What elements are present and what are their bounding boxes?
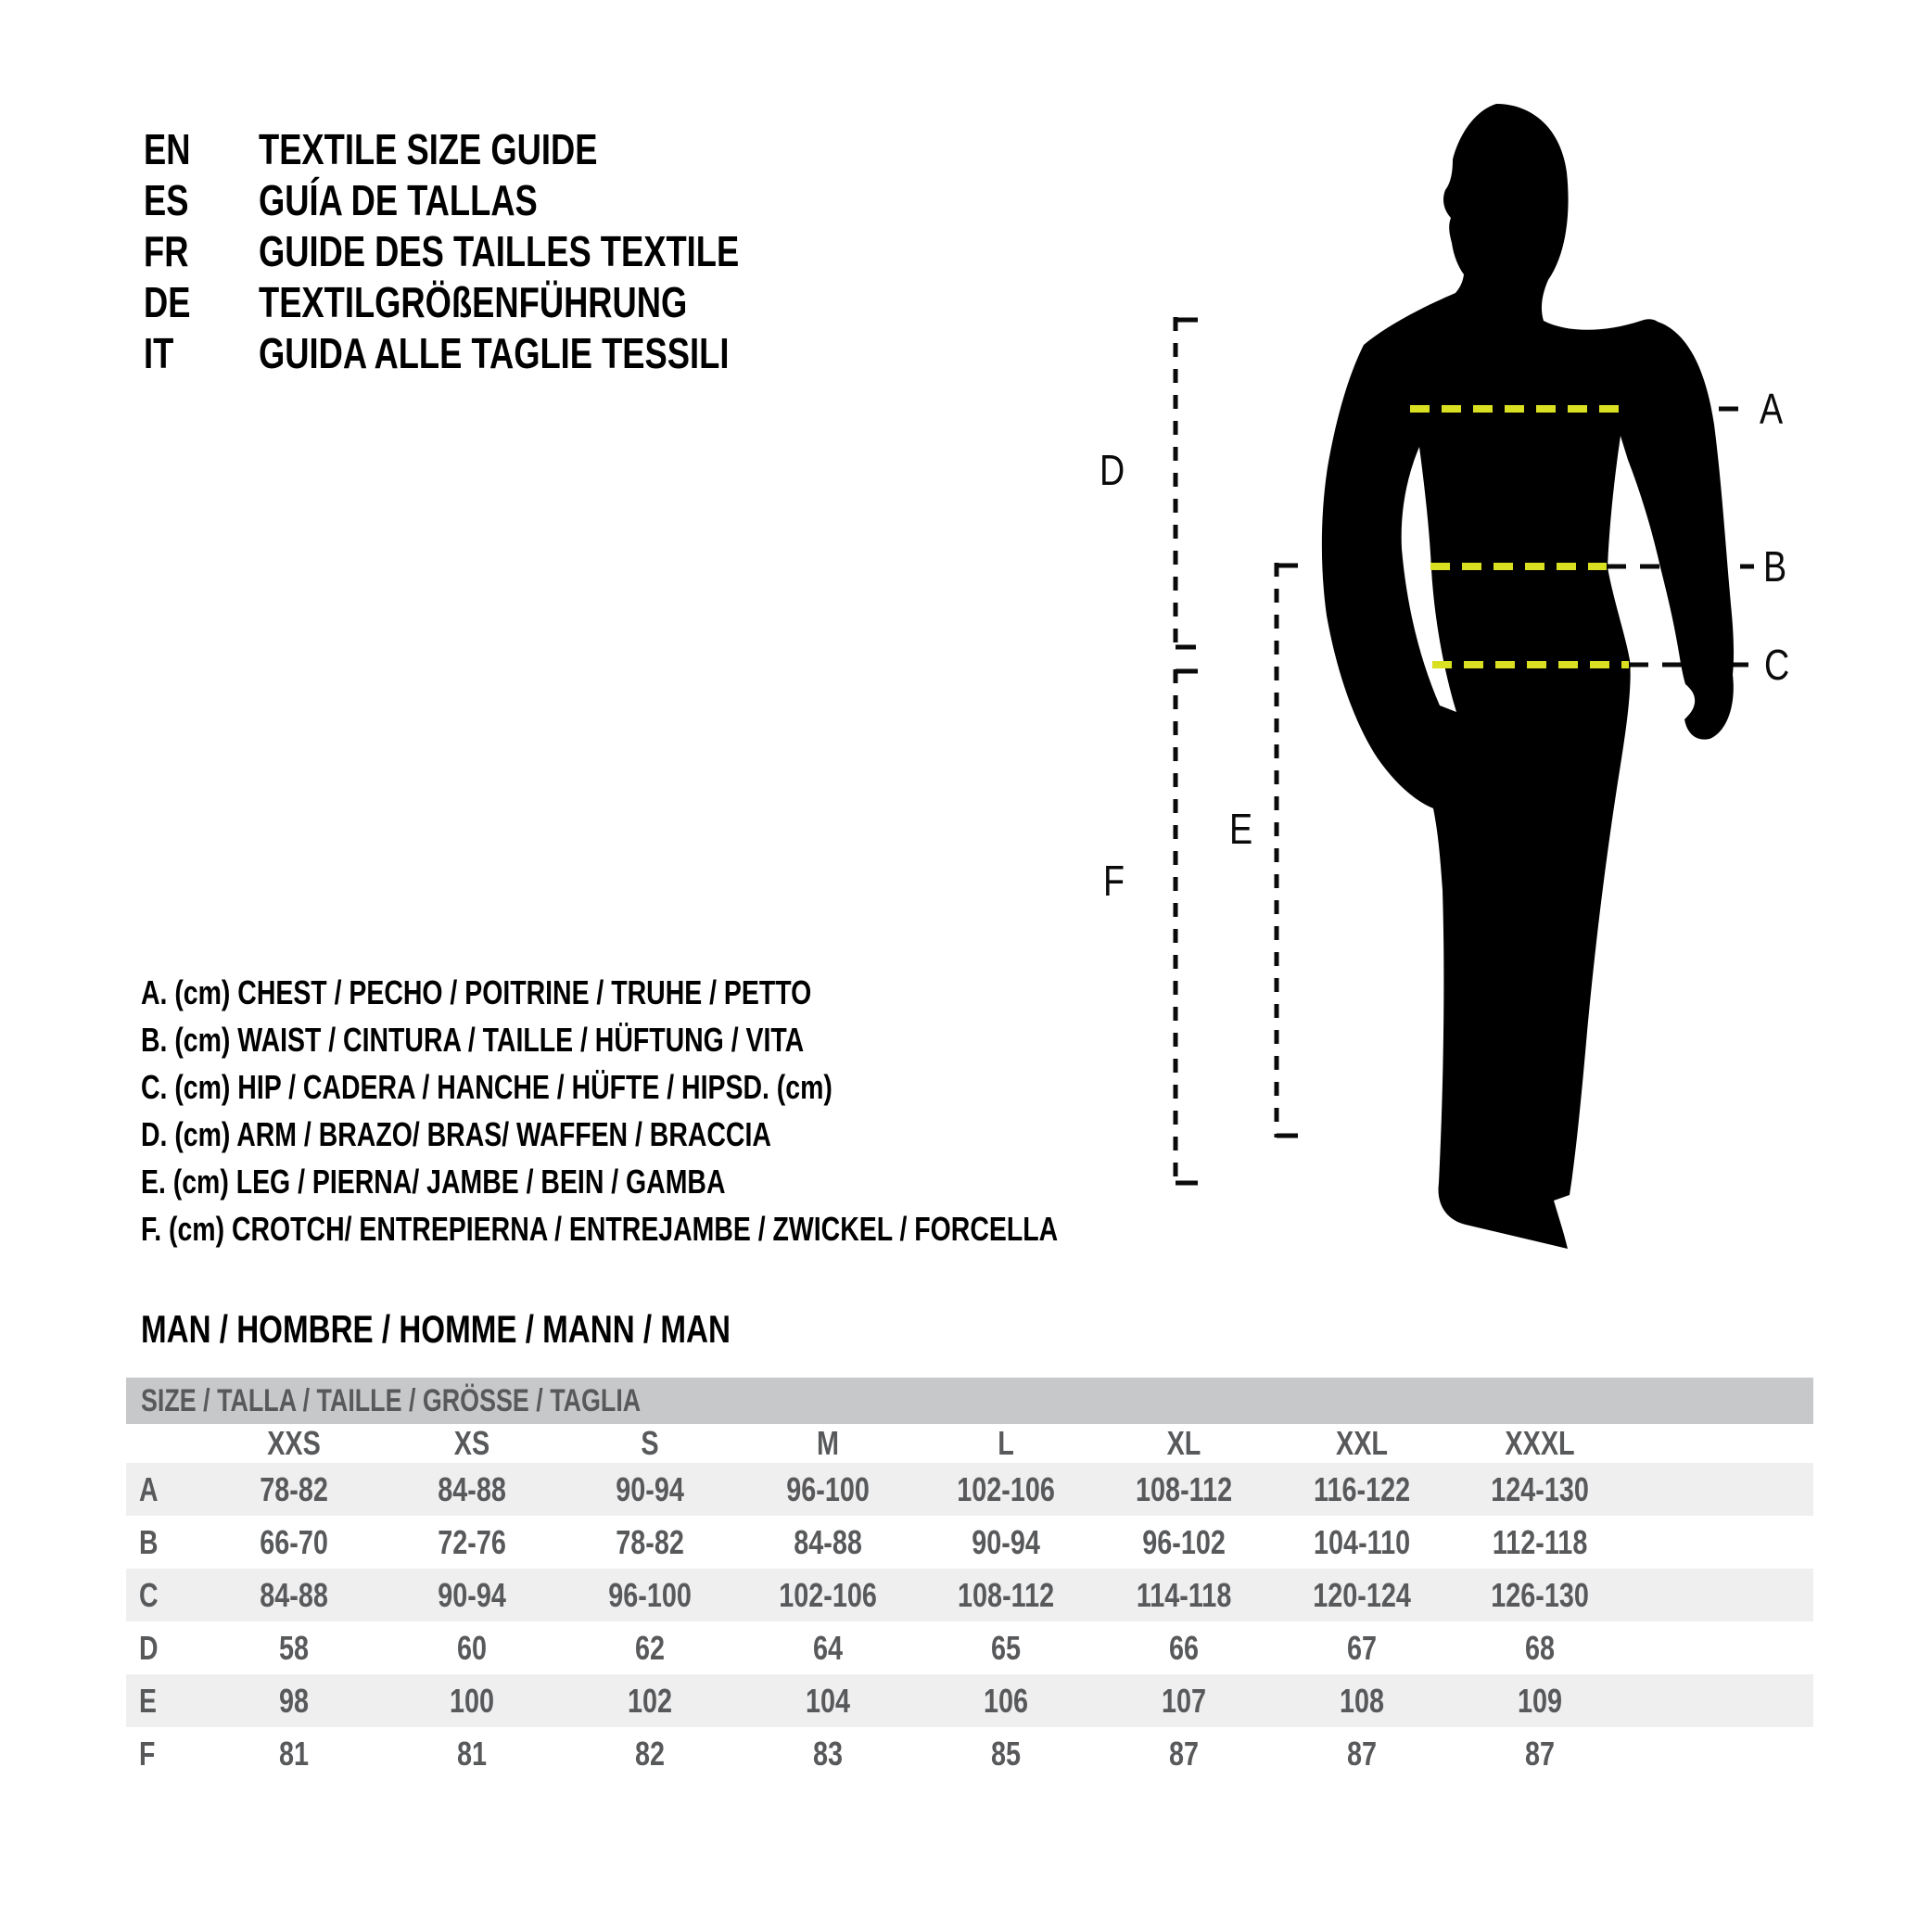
row-label: D (139, 1628, 159, 1667)
measurement-cell: 98 (278, 1681, 310, 1720)
man-silhouette (1322, 104, 1734, 1249)
measurement-cell: 87 (1346, 1734, 1378, 1773)
table-row (126, 1727, 1813, 1780)
language-code: FR (144, 227, 189, 275)
measurement-cell: 100 (449, 1681, 495, 1720)
measurement-cell: 102 (627, 1681, 673, 1720)
measurement-cell: 85 (990, 1734, 1022, 1773)
measurement-cell: 62 (634, 1628, 666, 1667)
measurement-cell: 126-130 (1491, 1575, 1589, 1614)
measurement-cell: 102-106 (957, 1469, 1055, 1508)
size-header-row (126, 1424, 1813, 1463)
measurement-cell: 120-124 (1313, 1575, 1411, 1614)
measurement-cell: 104 (805, 1681, 851, 1720)
row-label: C (139, 1575, 159, 1614)
size-table (126, 1378, 1813, 1780)
measurement-cell: 116-122 (1313, 1469, 1411, 1508)
measurement-cell: 68 (1524, 1628, 1556, 1667)
row-label: E (139, 1681, 157, 1720)
language-code: DE (144, 278, 191, 326)
measurement-cell: 102-106 (779, 1575, 877, 1614)
language-code: EN (144, 125, 191, 173)
row-label: B (139, 1522, 159, 1561)
measurement-cell: 109 (1517, 1681, 1563, 1720)
measurement-cell: 96-102 (1142, 1522, 1226, 1561)
measurement-cell: 107 (1161, 1681, 1207, 1720)
measurement-cell: 78-82 (616, 1522, 684, 1561)
size-table-body (126, 1463, 1813, 1780)
arm-line-vertical (1176, 317, 1198, 649)
language-title: GUIDA ALLE TAGLIE TESSILI (259, 329, 730, 377)
measurement-cell: 96-100 (608, 1575, 692, 1614)
table-row (126, 1463, 1813, 1516)
language-title: TEXTILGRÖßENFÜHRUNG (259, 278, 688, 326)
size-column-header: S (641, 1424, 659, 1462)
measurement-cell: 72-76 (438, 1522, 506, 1561)
legend-line-arm: D. (cm) ARM / BRAZO/ BRAS/ WAFFEN / BRACCIA (141, 1115, 771, 1153)
table-row (126, 1516, 1813, 1569)
measurement-cell: 64 (812, 1628, 844, 1667)
measurement-cell: 60 (456, 1628, 488, 1667)
row-label: F (139, 1734, 156, 1773)
measurement-cell: 87 (1168, 1734, 1200, 1773)
legend-line-crotch: F. (cm) CROTCH/ ENTREPIERNA / ENTREJAMBE / ZWICKEL / FORCELLA (141, 1210, 1059, 1248)
language-code: IT (144, 329, 174, 377)
measurement-legend (141, 969, 1302, 1252)
legend-line-chest: A. (cm) CHEST / PECHO / POITRINE / TRUHE / PETTO (141, 973, 812, 1011)
measurement-cell: 81 (456, 1734, 488, 1773)
measurement-cell: 66 (1168, 1628, 1200, 1667)
row-label: A (139, 1469, 159, 1508)
legend-line-waist: B. (cm) WAIST / CINTURA / TAILLE / HÜFTUNG / VITA (141, 1021, 805, 1059)
measurement-cell: 67 (1346, 1628, 1378, 1667)
label-b: B (1763, 542, 1787, 591)
size-column-header: XS (453, 1424, 490, 1462)
measurement-cell: 112-118 (1492, 1522, 1588, 1561)
legend-line-hip: C. (cm) HIP / CADERA / HANCHE / HÜFTE / HIPSD. (cm) (141, 1068, 833, 1106)
measurement-cell: 108-112 (957, 1575, 1055, 1614)
measurement-cell: 65 (990, 1628, 1022, 1667)
size-column-header: L (998, 1424, 1014, 1462)
legend-line-leg: E. (cm) LEG / PIERNA/ JAMBE / BEIN / GAMBA (141, 1163, 726, 1201)
measurement-cell: 96-100 (786, 1469, 870, 1508)
label-c: C (1764, 641, 1790, 689)
language-title: GUIDE DES TAILLES TEXTILE (259, 227, 740, 275)
measurement-cell: 90-94 (616, 1469, 684, 1508)
size-column-header: XXS (267, 1424, 321, 1462)
language-code: ES (144, 176, 189, 224)
label-e: E (1229, 805, 1253, 853)
size-column-header: XXXL (1505, 1424, 1575, 1462)
size-column-header: XXL (1335, 1424, 1388, 1462)
table-row (126, 1621, 1813, 1674)
measurement-cell: 106 (983, 1681, 1029, 1720)
measurement-cell: 104-110 (1313, 1522, 1411, 1561)
size-column-header: XL (1166, 1424, 1201, 1462)
measurement-cell: 84-88 (438, 1469, 506, 1508)
language-title: GUÍA DE TALLAS (259, 176, 538, 224)
label-a: A (1760, 385, 1784, 433)
measurement-cell: 90-94 (972, 1522, 1040, 1561)
measurement-cell: 124-130 (1491, 1469, 1589, 1508)
size-table-title-bar: SIZE / TALLA / TAILLE / GRÖSSE / TAGLIA (126, 1378, 1813, 1424)
language-title: TEXTILE SIZE GUIDE (259, 125, 598, 173)
measurement-cell: 108-112 (1135, 1469, 1233, 1508)
measurement-cell: 82 (634, 1734, 666, 1773)
table-row (126, 1569, 1813, 1621)
measurement-cell: 84-88 (260, 1575, 328, 1614)
measurement-cell: 83 (812, 1734, 844, 1773)
table-row (126, 1674, 1813, 1727)
measurement-cell: 87 (1524, 1734, 1556, 1773)
measurement-cell: 81 (278, 1734, 310, 1773)
label-d: D (1099, 446, 1125, 494)
measurement-cell: 114-118 (1136, 1575, 1232, 1614)
size-column-header: M (817, 1424, 839, 1462)
measurement-cell: 78-82 (260, 1469, 328, 1508)
label-f: F (1103, 857, 1125, 905)
gender-heading: MAN / HOMBRE / HOMME / MANN / MAN (141, 1307, 731, 1351)
measurement-cell: 90-94 (438, 1575, 506, 1614)
measurement-cell: 108 (1339, 1681, 1385, 1720)
measurement-cell: 84-88 (794, 1522, 862, 1561)
measurement-cell: 66-70 (260, 1522, 328, 1561)
measurement-cell: 58 (278, 1628, 310, 1667)
